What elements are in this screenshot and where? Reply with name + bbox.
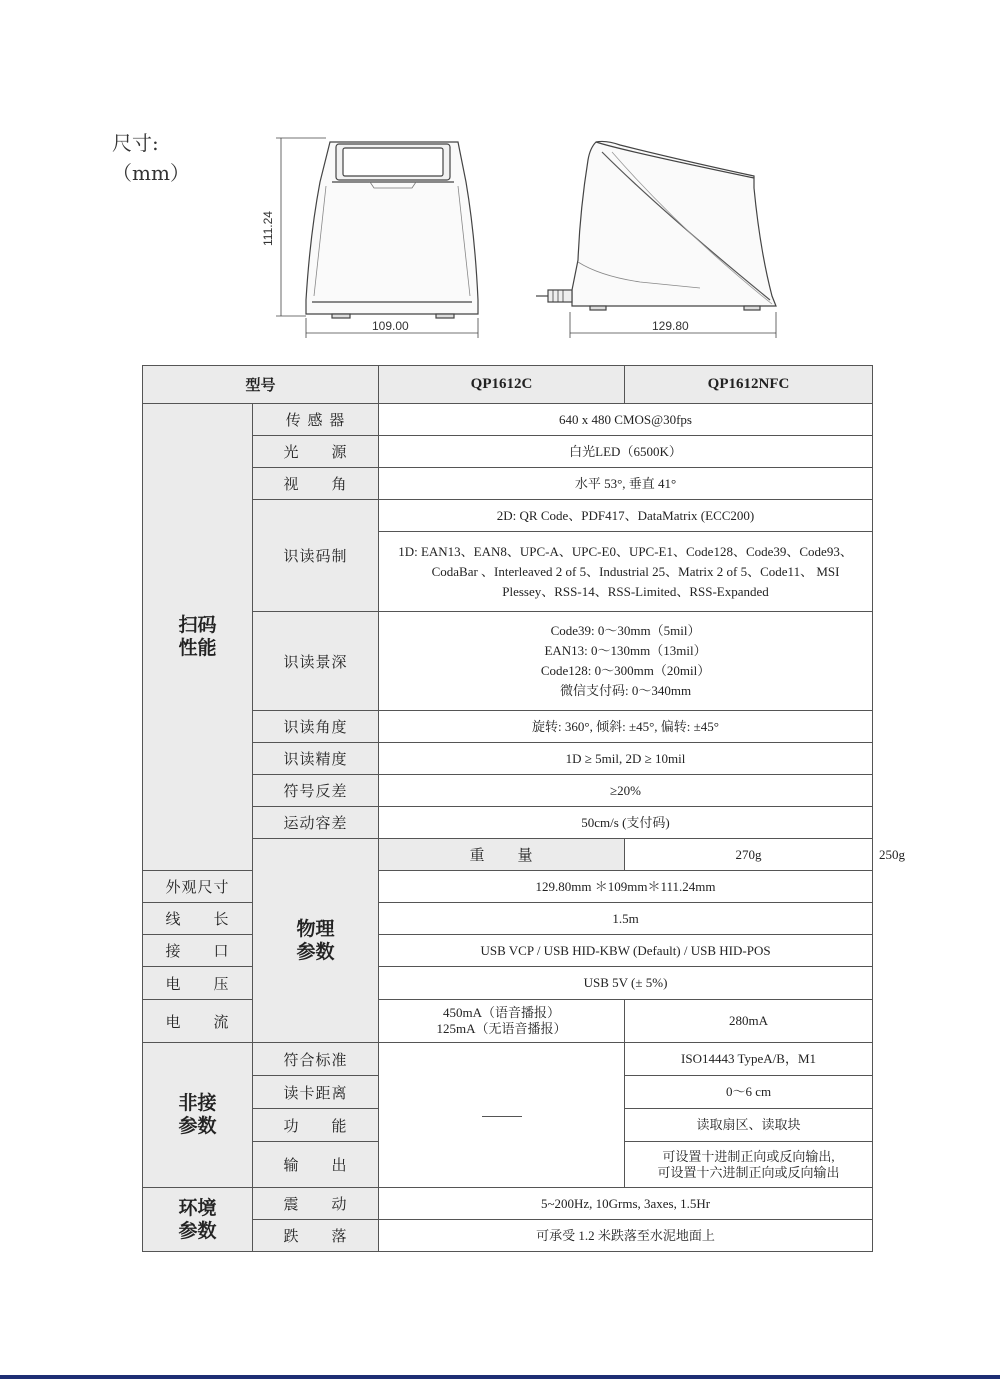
side-width-dimension-label: 129.80 <box>652 319 689 333</box>
symbology-label: 识读码制 <box>253 500 379 612</box>
header-model: 型号 <box>143 366 379 404</box>
size-label: 外观尺寸 <box>143 871 253 903</box>
motion-label: 运动容差 <box>253 807 379 839</box>
current-label: 电 流 <box>143 1000 253 1043</box>
category-environment: 环境 参数 <box>143 1188 253 1252</box>
function-value: 读取扇区、读取块 <box>625 1109 873 1142</box>
table-row <box>143 807 873 839</box>
cable-label: 线 长 <box>143 903 253 935</box>
size-value: 129.80mm ＊109mm＊111.24mm <box>379 871 873 903</box>
vibration-value: 5~200Hz, 10Grms, 3axes, 1.5Hr <box>379 1188 873 1220</box>
table-row <box>143 711 873 743</box>
motion-value: 50cm/s (支付码) <box>379 807 873 839</box>
category-physical: 物理 参数 <box>253 839 379 1043</box>
voltage-value: USB 5V (± 5%) <box>379 967 873 1000</box>
drop-label: 跌 落 <box>253 1220 379 1252</box>
side-view-drawing <box>536 141 776 310</box>
height-dimension-label: 111.24 <box>261 211 275 246</box>
sensor-label: 传 感 器 <box>253 404 379 436</box>
contrast-label: 符号反差 <box>253 775 379 807</box>
front-view-drawing <box>306 142 478 318</box>
table-row: 物理 参数 重 量 270g 250g <box>143 839 873 871</box>
category-contactless: 非接 参数 <box>143 1043 253 1188</box>
product-drawings <box>0 0 1000 345</box>
light-value: 白光LED（6500K） <box>379 436 873 468</box>
interface-label: 接 口 <box>143 935 253 967</box>
light-label: 光 源 <box>253 436 379 468</box>
standard-label: 符合标准 <box>253 1043 379 1076</box>
angle-value: 旋转: 360°, 倾斜: ±45°, 偏转: ±45° <box>379 711 873 743</box>
table-row <box>143 436 873 468</box>
standard-value: ISO14443 TypeA/B，M1 <box>625 1043 873 1076</box>
current-value-b: 280mA <box>625 1000 873 1043</box>
weight-label: 重 量 <box>379 839 625 871</box>
table-row <box>143 1000 873 1043</box>
output-label: 输 出 <box>253 1142 379 1188</box>
contrast-value: ≥20% <box>379 775 873 807</box>
dimensions-title: 尺寸: <box>112 131 159 155</box>
table-row <box>143 404 873 436</box>
table-row <box>143 903 873 935</box>
front-width-dimension-label: 109.00 <box>372 319 409 333</box>
fov-label: 视 角 <box>253 468 379 500</box>
voltage-label: 电 压 <box>143 967 253 1000</box>
table-row <box>143 743 873 775</box>
table-row <box>143 871 873 903</box>
table-row <box>143 612 873 711</box>
symbology-1d: 1D: EAN13、EAN8、UPC-A、UPC-E0、UPC-E1、Code128、Code39、Code93、 CodaBar 、Interleaved 2 of 5、Industrial 25、Matrix 2 of 5、Code11、 MSI Plessey、RSS-14、RSS-Limited、RSS-Expanded <box>379 532 873 612</box>
table-row <box>143 967 873 1000</box>
table-row <box>143 935 873 967</box>
contactless-na-dash <box>379 1043 625 1188</box>
table-row <box>143 468 873 500</box>
drop-value: 可承受 1.2 米跌落至水泥地面上 <box>379 1220 873 1252</box>
dimensions-unit: （mm） <box>112 161 190 185</box>
distance-label: 读卡距离 <box>253 1076 379 1109</box>
fov-value: 水平 53°, 垂直 41° <box>379 468 873 500</box>
precision-label: 识读精度 <box>253 743 379 775</box>
header-model-a: QP1612C <box>379 366 625 404</box>
dof-value: Code39: 0～30mm（5mil） EAN13: 0～130mm（13mil） Code128: 0～300mm（20mil） 微信支付码: 0～340mm <box>379 612 873 711</box>
sensor-value: 640 x 480 CMOS@30fps <box>379 404 873 436</box>
precision-value: 1D ≥ 5mil, 2D ≥ 10mil <box>379 743 873 775</box>
table-row <box>143 1188 873 1220</box>
table-row <box>143 500 873 532</box>
cable-value: 1.5m <box>379 903 873 935</box>
category-scan: 扫码 性能 <box>143 404 253 871</box>
angle-label: 识读角度 <box>253 711 379 743</box>
bottom-accent-bar <box>0 1375 1000 1379</box>
weight-value-a: 270g <box>625 839 873 871</box>
current-value-a: 450mA（语音播报） 125mA（无语音播报） <box>379 1000 625 1043</box>
table-row <box>143 775 873 807</box>
header-model-b: QP1612NFC <box>625 366 873 404</box>
distance-value: 0～6 cm <box>625 1076 873 1109</box>
interface-value: USB VCP / USB HID-KBW (Default) / USB HID-POS <box>379 935 873 967</box>
output-value: 可设置十进制正向或反向输出, 可设置十六进制正向或反向输出 <box>625 1142 873 1188</box>
dof-label: 识读景深 <box>253 612 379 711</box>
vibration-label: 震 动 <box>253 1188 379 1220</box>
symbology-2d: 2D: QR Code、PDF417、DataMatrix (ECC200) <box>379 500 873 532</box>
table-row <box>143 1043 873 1076</box>
table-header-row <box>143 366 873 404</box>
table-row <box>143 1220 873 1252</box>
spec-table <box>142 365 906 1252</box>
function-label: 功 能 <box>253 1109 379 1142</box>
